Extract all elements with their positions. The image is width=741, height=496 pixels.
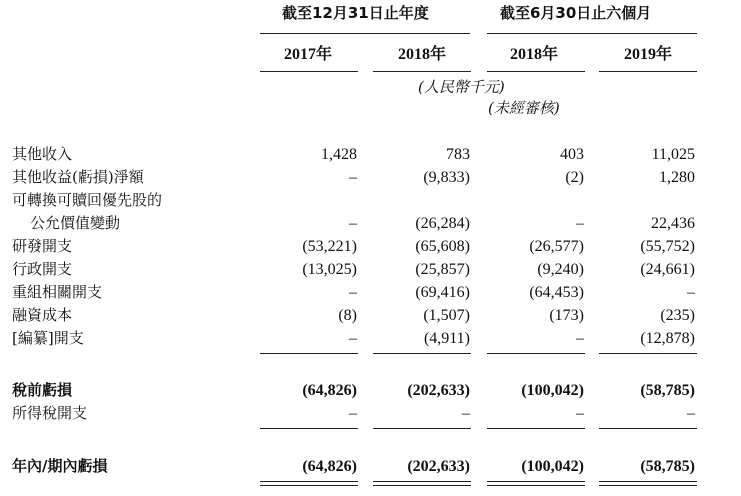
year-col-3-underline [487,71,585,72]
cell: 783 [446,146,470,163]
unit-note: (人民幣千元) [418,78,505,96]
row-label-pretax-loss: 稅前虧損 [12,381,73,399]
cell: – [349,169,357,186]
row-label-convertible-2: 公允價值變動 [30,214,121,232]
cell: – [576,405,584,422]
cell: (12,878) [640,330,695,347]
header-group-6m: 截至6月30日止六個月 [500,4,652,22]
cell: (235) [660,307,695,324]
cell: (1,507) [423,307,470,324]
cell: (65,608) [415,238,470,255]
row-label-other-gains: 其他收益(虧損)淨額 [12,168,144,186]
cell: (2) [565,169,584,186]
cell: – [576,330,584,347]
cell: (173) [549,307,584,324]
header-group-fy: 截至12月31日止年度 [282,4,429,22]
cell: (58,785) [640,382,695,399]
cell: (58,785) [640,458,695,475]
year-col-2: 2018年 [398,46,447,63]
row-label-restructuring: 重組相關開支 [12,283,103,301]
total-line [599,485,697,486]
year-col-1: 2017年 [284,46,333,63]
cell: 11,025 [651,146,695,163]
cell: – [349,405,357,422]
subtotal-line [373,428,471,429]
row-label-income-tax: 所得稅開支 [12,404,88,422]
cell: (24,661) [640,261,695,278]
row-label-other-income: 其他收入 [12,145,73,163]
cell: (100,042) [521,458,584,475]
cell: (202,633) [407,458,470,475]
total-line [599,481,697,482]
year-col-4-underline [599,71,697,72]
total-line [373,481,471,482]
subtotal-line [599,428,697,429]
cell: (9,833) [423,169,470,186]
year-col-4: 2019年 [624,46,673,63]
cell: (69,416) [415,284,470,301]
subtotal-line [487,428,585,429]
row-label-net-loss: 年內/期內虧損 [12,457,108,475]
total-line [260,485,358,486]
cell: (55,752) [640,238,695,255]
cell: – [462,405,470,422]
subtotal-line [599,353,697,354]
cell: (8) [338,307,357,324]
cell: (100,042) [521,382,584,399]
cell: (26,577) [529,238,584,255]
year-col-3: 2018年 [510,46,559,63]
year-col-1-underline [260,71,358,72]
cell: – [349,330,357,347]
cell: – [687,284,695,301]
subtotal-line [260,428,358,429]
cell: (64,826) [302,382,357,399]
cell: – [687,405,695,422]
subtotal-line [260,353,358,354]
total-line [487,481,585,482]
row-label-listing-expense: [編纂]開支 [12,329,84,347]
cell: 1,428 [321,146,357,163]
row-label-rnd: 研發開支 [12,237,73,255]
cell: – [349,284,357,301]
cell: (9,240) [537,261,584,278]
subtotal-line [487,353,585,354]
row-label-finance-cost: 融資成本 [12,306,73,324]
cell: – [576,215,584,232]
cell: (202,633) [407,382,470,399]
subtotal-line [373,353,471,354]
year-col-2-underline [373,71,471,72]
cell: – [349,215,357,232]
cell: 22,436 [651,215,695,232]
total-line [260,481,358,482]
total-line [487,485,585,486]
cell: 1,280 [659,169,695,186]
cell: 403 [560,146,584,163]
unaudited-note: (未經審核) [488,99,560,117]
cell: (64,826) [302,458,357,475]
total-line [373,485,471,486]
row-label-convertible-1: 可轉換可贖回優先股的 [12,191,163,209]
cell: (25,857) [415,261,470,278]
cell: (4,911) [423,330,470,347]
cell: (26,284) [415,215,470,232]
cell: (13,025) [302,261,357,278]
header-group-6m-underline [487,33,697,34]
cell: (64,453) [529,284,584,301]
header-group-fy-underline [260,33,470,34]
cell: (53,221) [302,238,357,255]
row-label-admin: 行政開支 [12,260,73,278]
